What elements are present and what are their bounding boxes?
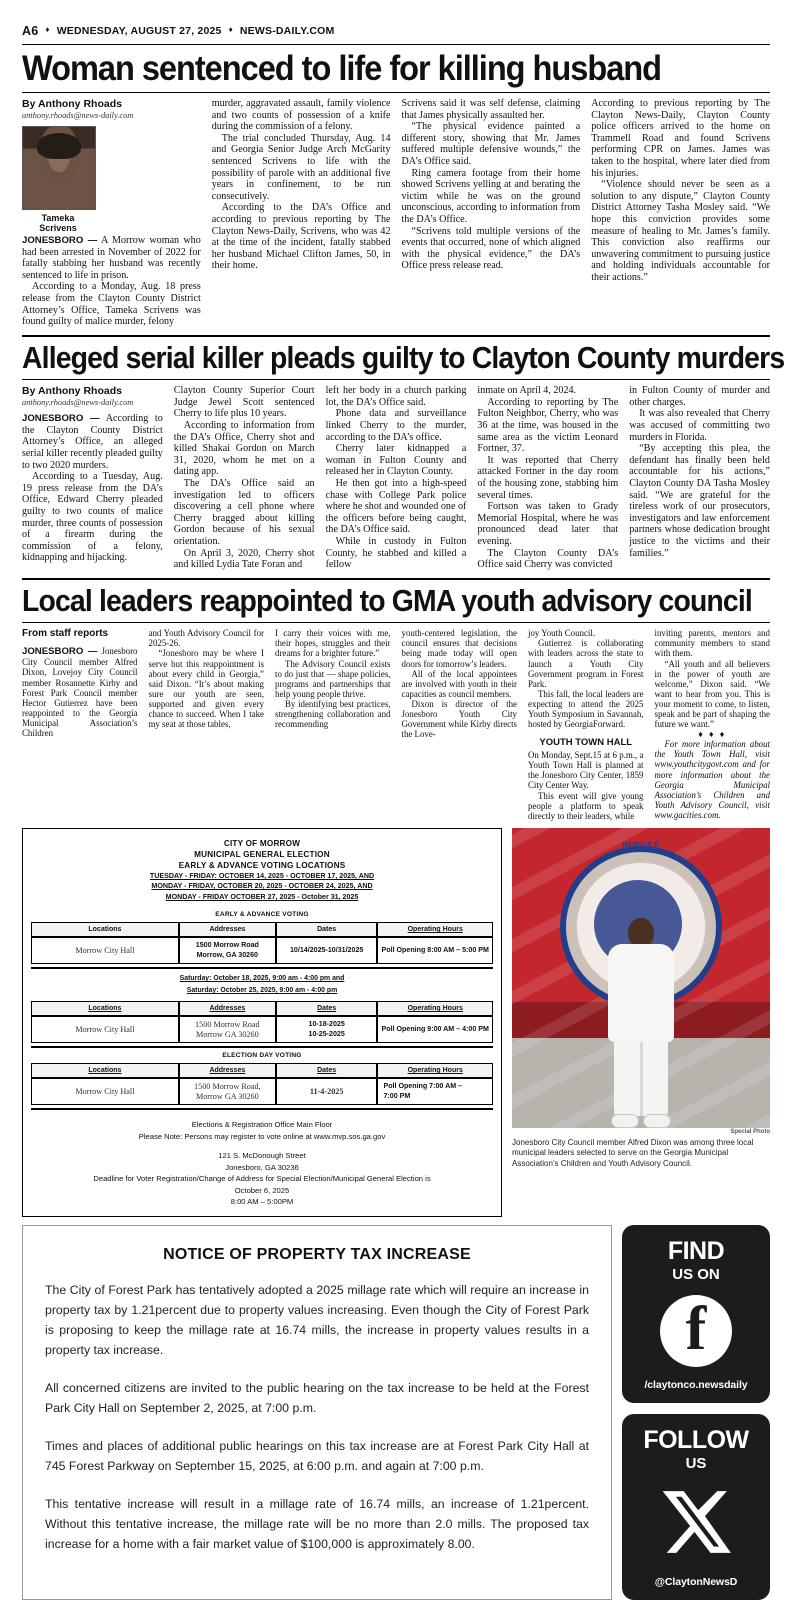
article2-col1 (22, 385, 163, 571)
mugshot-name-line1: Tameka (41, 213, 75, 223)
td-location: Morrow City Hall (31, 937, 179, 964)
youth-town-hall-title: YOUTH TOWN HALL (539, 737, 633, 749)
divider-rule-1 (31, 967, 493, 969)
article1-c3p1: Scrivens said it was self defense, claiming that James physically assaulted her. (401, 98, 581, 121)
article3-c2p2: “Jonesboro may be where I serve but this reappointment is about every child in Georgia,” said Dixon. “It’s about making sure our youth are seen, supported and given every chance to succeed. When I take my seat at those tables, (148, 648, 264, 730)
article3-c5p1: joy Youth Council. (528, 628, 596, 639)
tax-notice-title: NOTICE OF PROPERTY TAX INCREASE (163, 1245, 471, 1263)
th-hours (377, 922, 493, 937)
article3-rule (22, 622, 770, 623)
article1-columns (22, 98, 770, 328)
th-dates-label: Dates (317, 1005, 337, 1013)
td-address-l2: Morrow GA 30260 (195, 1029, 259, 1039)
table-row (31, 1016, 493, 1043)
td-dates: 11-4-2025 (276, 1078, 378, 1105)
article1-c4p1: According to previous reporting by The Clayton News-Daily, Clayton County police officers arrived to the home on Trammell Road and found Scrivens performing CPR on James. James was taken to the hospital, where later died from his injuries. (591, 98, 770, 179)
article2-c3p2: Phone data and surveillance linked Cherry to the murder, according to the DA’s office. (325, 408, 467, 443)
person-shoes (611, 1114, 671, 1127)
article1-p1 (22, 235, 201, 281)
article2-columns (22, 385, 770, 571)
article2-rule (22, 379, 770, 380)
article1-p1-text: A Morrow woman who had been arrested in November of 2022 for fatally stabbing her husband was recently sentenced to life in prison. (22, 235, 201, 281)
th-hours-label: Operating Hours (407, 1067, 463, 1075)
article1-c3p4: “Scrivens told multiple versions of the events that occurred, none of which aligned with the physical evidence,” the DA’s Office press release read. (401, 225, 581, 272)
section-early-voting: EARLY & ADVANCE VOTING (215, 911, 309, 919)
facebook-line2: US ON (672, 1265, 720, 1283)
th-dates (276, 1001, 378, 1016)
mugshot-image (22, 126, 96, 210)
masthead-rule (22, 44, 770, 45)
article2-top-rule (22, 335, 770, 337)
article3-col5 (528, 628, 644, 821)
td-hours: Poll Opening 9:00 AM – 4:00 PM (377, 1016, 493, 1043)
th-hours-label: Operating Hours (407, 926, 463, 934)
th-dates (276, 1063, 378, 1078)
th-addresses: Addresses (179, 922, 276, 937)
tax-notice-p2: All concerned citizens are invited to the public hearing on the tax increase to be held at the Forest Park City Hall on September 2, 2025, at 7:00 p.m. (45, 1380, 589, 1415)
website-url: NEWS-DAILY.COM (239, 25, 335, 37)
td-location: Morrow City Hall (31, 1016, 179, 1043)
article3-c4p1: youth-centered legislation, the council ensures that decisions being made today will open doors for tomorrow’s leaders. (401, 628, 517, 669)
x-line2: US (685, 1454, 707, 1472)
td-address-l2: Morrow, GA 30260 (196, 950, 259, 959)
article1-c2p1: murder, aggravated assault, family violence and two counts of possession of a knife during the commission of a felony. (211, 98, 391, 133)
th-hours (377, 1001, 493, 1016)
article2-c3p1: left her body in a church parking lot, the DA’s Office said. (325, 385, 467, 408)
article3-italic-tail: For more information about the Youth Town Hall, visit www.youthcitygovt.com and for more information about the Georgia Municipal Association’s Children and Youth Advisory Council, visit www.gacities.com. (654, 739, 770, 820)
article3-col6 (655, 628, 771, 821)
property-tax-notice (22, 1225, 612, 1600)
article3-top-rule (22, 578, 770, 580)
article1-byline: By Anthony Rhoads (22, 98, 122, 110)
election-dates-2: MONDAY - FRIDAY, OCTOBER 20, 2025 - OCTOBER 24, 2025, AND (151, 882, 373, 891)
td-dates (276, 1016, 378, 1043)
saturday-line-1: Saturday: October 18, 2025, 9:00 am - 4:00 pm and (179, 975, 345, 983)
td-address-l2: Morrow GA 30260 (195, 1091, 259, 1101)
saturday-line-2: Saturday: October 25, 2025, 9:00 am - 4:00 pm (186, 987, 338, 995)
td-hours-l2: 7:00 PM (383, 1091, 411, 1100)
article2-headline: Alleged serial killer pleads guilty to Clayton County murders (22, 340, 785, 375)
article2-col2 (174, 385, 315, 571)
article2-c2p1: Clayton County Superior Court Judge Jewel Scott sentenced Cherry to life plus 10 years. (173, 385, 315, 420)
facebook-icon (660, 1295, 732, 1367)
saturday-voting-table (31, 1001, 493, 1043)
article1-rule (22, 92, 770, 93)
social-promo-column (622, 1225, 770, 1600)
th-dates-label: Dates (317, 1067, 337, 1075)
article1-c2p3: According to the DA’s Office and according to previous reporting by The Clayton News-Daily, Scrivens, who was 42 at the time of the incident, fatally stabbed her husband Michael Clifton James, 50, in their home. (211, 202, 391, 272)
mugshot-name-line2: Scrivens (39, 223, 77, 233)
footer-line-2: Please Note: Persons may register to vote online at www.mvp.sos.ga.gov (138, 1131, 386, 1141)
footer-line-1: Elections & Registration Office Main Floor (191, 1120, 333, 1130)
x-icon (659, 1485, 733, 1564)
divider-rule-2 (31, 1046, 493, 1048)
th-addresses-label: Addresses (209, 1067, 246, 1075)
article3-dateline: JONESBORO — (22, 646, 98, 658)
townhall-p1: On Monday, Sept.15 at 6 p.m., a Youth Town Hall is planned at the Jonesboro City Center, 1859 City Center Way. (528, 750, 644, 791)
election-dates-1: TUESDAY - FRIDAY: OCTOBER 14, 2025 - OCTOBER 17, 2025, AND (149, 871, 375, 880)
footer-line-4: Jonesboro, GA 30236 (225, 1162, 299, 1172)
article3-p1-text: Jonesboro City Council member Alfred Dixon, Lovejoy City Council member Rosannette Kirby and Forest Park Council member Hector Gutierrez have been reappointed to the Georgia Municipal Association’s Children (22, 646, 138, 738)
masthead (22, 0, 770, 42)
table-row (31, 937, 493, 964)
td-hours: Poll Opening 8:00 AM – 5:00 PM (377, 937, 493, 964)
diamond-icon-2: ♦ (228, 25, 233, 34)
lower-section (22, 828, 770, 1217)
th-hours-label: Operating Hours (407, 1005, 463, 1013)
article3-c3p3: By identifying best practices, strengthening collaboration and recommending (275, 698, 391, 730)
th-addresses (179, 1001, 276, 1016)
th-addresses-label: Addresses (209, 1005, 246, 1013)
article2-c4p1: inmate on April 4, 2024. (477, 385, 577, 397)
td-hours (377, 1078, 493, 1105)
tax-notice-p4: This tentative increase will result in a millage rate of 16.74 mills, an increase of 1.21percent. Without this tentative increase, the millage rate will be no more than 2.0 mills. The proposed tax increase for a home with a fair market value of $100,000 is approximately 8.00. (45, 1496, 589, 1551)
person-legs (614, 1038, 668, 1116)
table-header-row (31, 1063, 493, 1078)
article2-c4p5: The Clayton County DA’s Office said Cherry was convicted (477, 547, 619, 571)
th-locations: Locations (31, 922, 179, 937)
tax-notice-p1: The City of Forest Park has tentatively adopted a 2025 millage rate which will require an increase in property tax by 1.21percent due to property values increasing. Even though the City of Forest Park is proposing to keep the millage rate at 16.74 mills, the increase in property values results in a property tax increase. (45, 1282, 589, 1357)
photo-credit: Special Photo (730, 1128, 770, 1135)
election-title-2: MUNICIPAL GENERAL ELECTION (194, 849, 330, 859)
mugshot (22, 126, 94, 233)
diamond-icon: ♦ (45, 25, 50, 34)
td-address-l1: 1500 Morrow Road (195, 941, 259, 950)
article1-c3p2: “The physical evidence painted a different story, showing that Mr. James suffered multiple defensive wounds,” the DA’s Office said. (401, 121, 581, 167)
facebook-line1: FIND (667, 1236, 725, 1265)
article1-c3p3: Ring camera footage from their home showed Scrivens yelling at and berating the victim while he was on the ground unconscious, according to information from the DA’s Office. (401, 167, 581, 225)
tax-notice-p3: Times and places of additional public hearings on this tax increase are at Forest Park City Hall at 745 Forest Parkway on September 15, 2025, at 6:00 p.m. and again at 7:00 p.m. (45, 1438, 589, 1473)
photo-caption: Jonesboro City Council member Alfred Dixon was among three local municipal leaders selected to serve on the Georgia Municipal Association’s Children and Youth Advisory Council. (512, 1137, 754, 1168)
td-dates: 10/14/2025-10/31/2025 (276, 937, 378, 964)
article2-byline: By Anthony Rhoads (22, 385, 122, 398)
article3-c3p2: The Advisory Council exists to do just that — shape policies, programs and partnerships that help young people thrive. (275, 658, 391, 699)
article2-p1-text: According to the Clayton County District Attorney’s Office, an alleged serial killer recently pleaded guilty to two 2020 murders. (22, 413, 163, 471)
article3-c6p1: inviting parents, mentors and community members to stand with them. (654, 628, 770, 659)
person-figure (598, 918, 684, 1128)
election-footer (31, 1119, 493, 1208)
article1-byline-email: anthony.rhoads@news-daily.com (22, 111, 134, 120)
article2-p2: According to a Tuesday, Aug. 19 press release from the DA’s Office, Edward Cherry pleaded guilty to two counts of malice murder, three counts of possession of a firearm during the commission of a felony, kidnapping and hijacking. (22, 471, 163, 564)
election-notice-box (22, 828, 502, 1217)
article2-c4p2: According to reporting by The Fulton Neighbor, Cherry, who was 36 at the time, was housed in the same area as the victim Leonard Fortner, 37. (477, 396, 619, 455)
th-dates: Dates (276, 922, 378, 937)
table-header-row (31, 1001, 493, 1016)
article3-c4p3: Dixon is director of the Jonesboro Youth City Government while Kirby directs the Love- (401, 698, 517, 740)
td-address (179, 1078, 276, 1105)
article2-c2p4: On April 3, 2020, Cherry shot and killed Lydia Tate Foran and (173, 547, 315, 571)
issue-date: WEDNESDAY, AUGUST 27, 2025 (56, 25, 222, 37)
article2-c3p3: Cherry later kidnapped a woman in Fulton County and released her in Clayton County. (325, 443, 467, 478)
article1-c2p2: The trial concluded Thursday, Aug. 14 and Georgia Senior Judge Arch McGarity sentenced Scrivens to life with the possibility of parole with an additional five years in confinement, to be run consecutively. (211, 132, 391, 202)
seal-text-top: HAROLD F. (622, 841, 660, 849)
footer-line-5: Deadline for Voter Registration/Change of Address for Special Election/Municipal General Election is (93, 1174, 431, 1184)
article2-p1 (22, 413, 163, 471)
article2-c3p5: While in custody in Fulton County, he stabbed and killed a fellow (325, 535, 467, 571)
th-locations-label: Locations (88, 1005, 122, 1013)
article3-col2 (149, 628, 265, 821)
article2-c4p3: It was reported that Cherry attacked Fortner in the day room of the housing zone, stabbing him several times. (477, 454, 619, 501)
article2-byline-email: anthony.rhoads@news-daily.com (22, 398, 134, 408)
article3-columns (22, 628, 770, 821)
article2-c5p1: in Fulton County of murder and other charges. (629, 385, 770, 408)
article2-col5 (629, 385, 770, 571)
article3-col3 (275, 628, 391, 821)
article1-col1 (22, 98, 201, 328)
article3-headline: Local leaders reappointed to GMA youth advisory council (22, 583, 752, 618)
page-folio: A6 (22, 24, 39, 38)
th-hours (377, 1063, 493, 1078)
election-title-1: CITY OF MORROW (223, 838, 301, 848)
facebook-promo-box[interactable] (622, 1225, 770, 1403)
article3-c6p2: “All youth and all believers in the power of youth are welcome,” Dixon said. “We want to hear from you. This is your moment to come, to listen, speak and be part of shaping the future we want.” (654, 658, 770, 730)
article3-col4 (402, 628, 518, 821)
article2-c3p4: He then got into a high-speed chase with College Park police where he shot and wounded one of the officers before being caught, the DA’s Office said. (325, 478, 467, 536)
article1-c4p2: “Violence should never be seen as a solution to any dispute,” Clayton County District Attorney Tasha Mosley said. “We hope this conviction provides some measure of healing to Mr. James’s family. This conviction also reaffirms our unwavering commitment to pursuing justice and holding individuals accountable for their actions.” (591, 179, 770, 283)
article2-col4 (477, 385, 618, 571)
article1-col2 (212, 98, 391, 328)
x-handle: @ClaytonNewsD (654, 1575, 738, 1588)
divider-rule-3 (31, 1108, 493, 1110)
election-notice-heading (31, 838, 493, 903)
th-locations (31, 1063, 179, 1078)
article3-byline: From staff reports (22, 628, 109, 640)
td-dates-l2: 10-25-2025 (308, 1029, 345, 1038)
td-dates-l1: 10-18-2025 (308, 1020, 345, 1029)
footer-line-7: 8:00 AM – 5:00PM (230, 1197, 294, 1207)
article2-c4p4: Fortson was taken to Grady Memorial Hospital, where he was pronounced dead later that evening. (477, 501, 619, 547)
th-addresses (179, 1063, 276, 1078)
td-address-l1: 1500 Morrow Road (195, 1020, 260, 1030)
article2-c5p3: “By accepting this plea, the defendant has finally been held accountable for his actions,” Clayton County DA Tasha Mosley said. “We are grateful for the tireless work of our prosecutors, investigators and law enforcement partners whose dedication brought justice to the victims and their families.” (629, 443, 770, 559)
section-election-day: ELECTION DAY VOTING (222, 1052, 302, 1060)
x-line1: FOLLOW (643, 1425, 749, 1454)
td-hours-l1: Poll Opening 7:00 AM – (383, 1082, 463, 1091)
x-promo-box[interactable] (622, 1414, 770, 1600)
table-row (31, 1078, 493, 1105)
election-day-table (31, 1063, 493, 1105)
article1-dateline: JONESBORO — (22, 235, 98, 246)
article3-c5p2: Gutierrez is collaborating with leaders across the state to launch a Youth City Government program in Forest Park. (528, 638, 644, 689)
article3-c4p2: All of the local appointees are involved with youth in their capacities as council members. (401, 668, 517, 699)
article2-c2p2: According to information from the DA’s Office, Cherry shot and killed Shakai Gordon on March 31, 2020, whom he met on a dating app. (173, 420, 315, 478)
photo-column (512, 828, 770, 1217)
facebook-handle: /claytonco.newsdaily (644, 1378, 748, 1391)
article3-col1 (22, 628, 138, 821)
th-locations (31, 1001, 179, 1016)
bullet-separator: ♦ ♦ ♦ (698, 729, 727, 740)
election-dates-3: MONDAY - FRIDAY OCTOBER 27, 2025 - October 31, 2025 (165, 892, 359, 901)
article2-dateline: JONESBORO — (22, 413, 100, 425)
table-header-row (31, 922, 493, 937)
news-photo (512, 828, 770, 1128)
article1-p2: According to a Monday, Aug. 18 press release from the Clayton County District Attorney’s Office, Tameka Scrivens was found guilty of malice murder, felony (22, 281, 201, 328)
article2-col3 (326, 385, 467, 571)
article3-c2p1: and Youth Advisory Council for 2025-26. (148, 628, 264, 649)
mugshot-caption (22, 213, 94, 233)
townhall-p2: This event will give young people a platform to speak directly to their leaders, while (528, 790, 644, 821)
article2-c5p2: It was also revealed that Cherry was accused of committing two murders in Florida. (629, 408, 770, 443)
article1-col3 (402, 98, 581, 328)
article2-c2p3: The DA’s Office said an investigation led to officers discovering a cell phone where Cherry bragged about killing Gordon because of his sexual orientation. (173, 478, 315, 547)
th-locations-label: Locations (88, 1067, 122, 1075)
article1-col4 (591, 98, 770, 328)
bottom-section (22, 1225, 770, 1600)
election-title-3: EARLY & ADVANCE VOTING LOCATIONS (178, 860, 346, 870)
person-body (608, 944, 674, 1042)
td-address-l1: 1500 Morrow Road, (194, 1082, 261, 1092)
footer-line-6: October 6, 2025 (234, 1185, 290, 1195)
article1-headline: Woman sentenced to life for killing husband (22, 49, 662, 88)
article3-c5p3: This fall, the local leaders are expecting to attend the 2025 Youth Symposium in Savannah, hosted by GeorgiaForward. (528, 688, 644, 730)
footer-line-3: 121 S. McDonough Street (218, 1151, 306, 1161)
article3-c3p1: I carry their voices with me, their hopes, struggles and their dreams for a brighter future.” (275, 628, 391, 659)
early-voting-table (31, 922, 493, 964)
td-address (179, 1016, 276, 1043)
article3-p1 (22, 646, 138, 738)
td-address (179, 937, 276, 964)
td-location: Morrow City Hall (31, 1078, 179, 1105)
